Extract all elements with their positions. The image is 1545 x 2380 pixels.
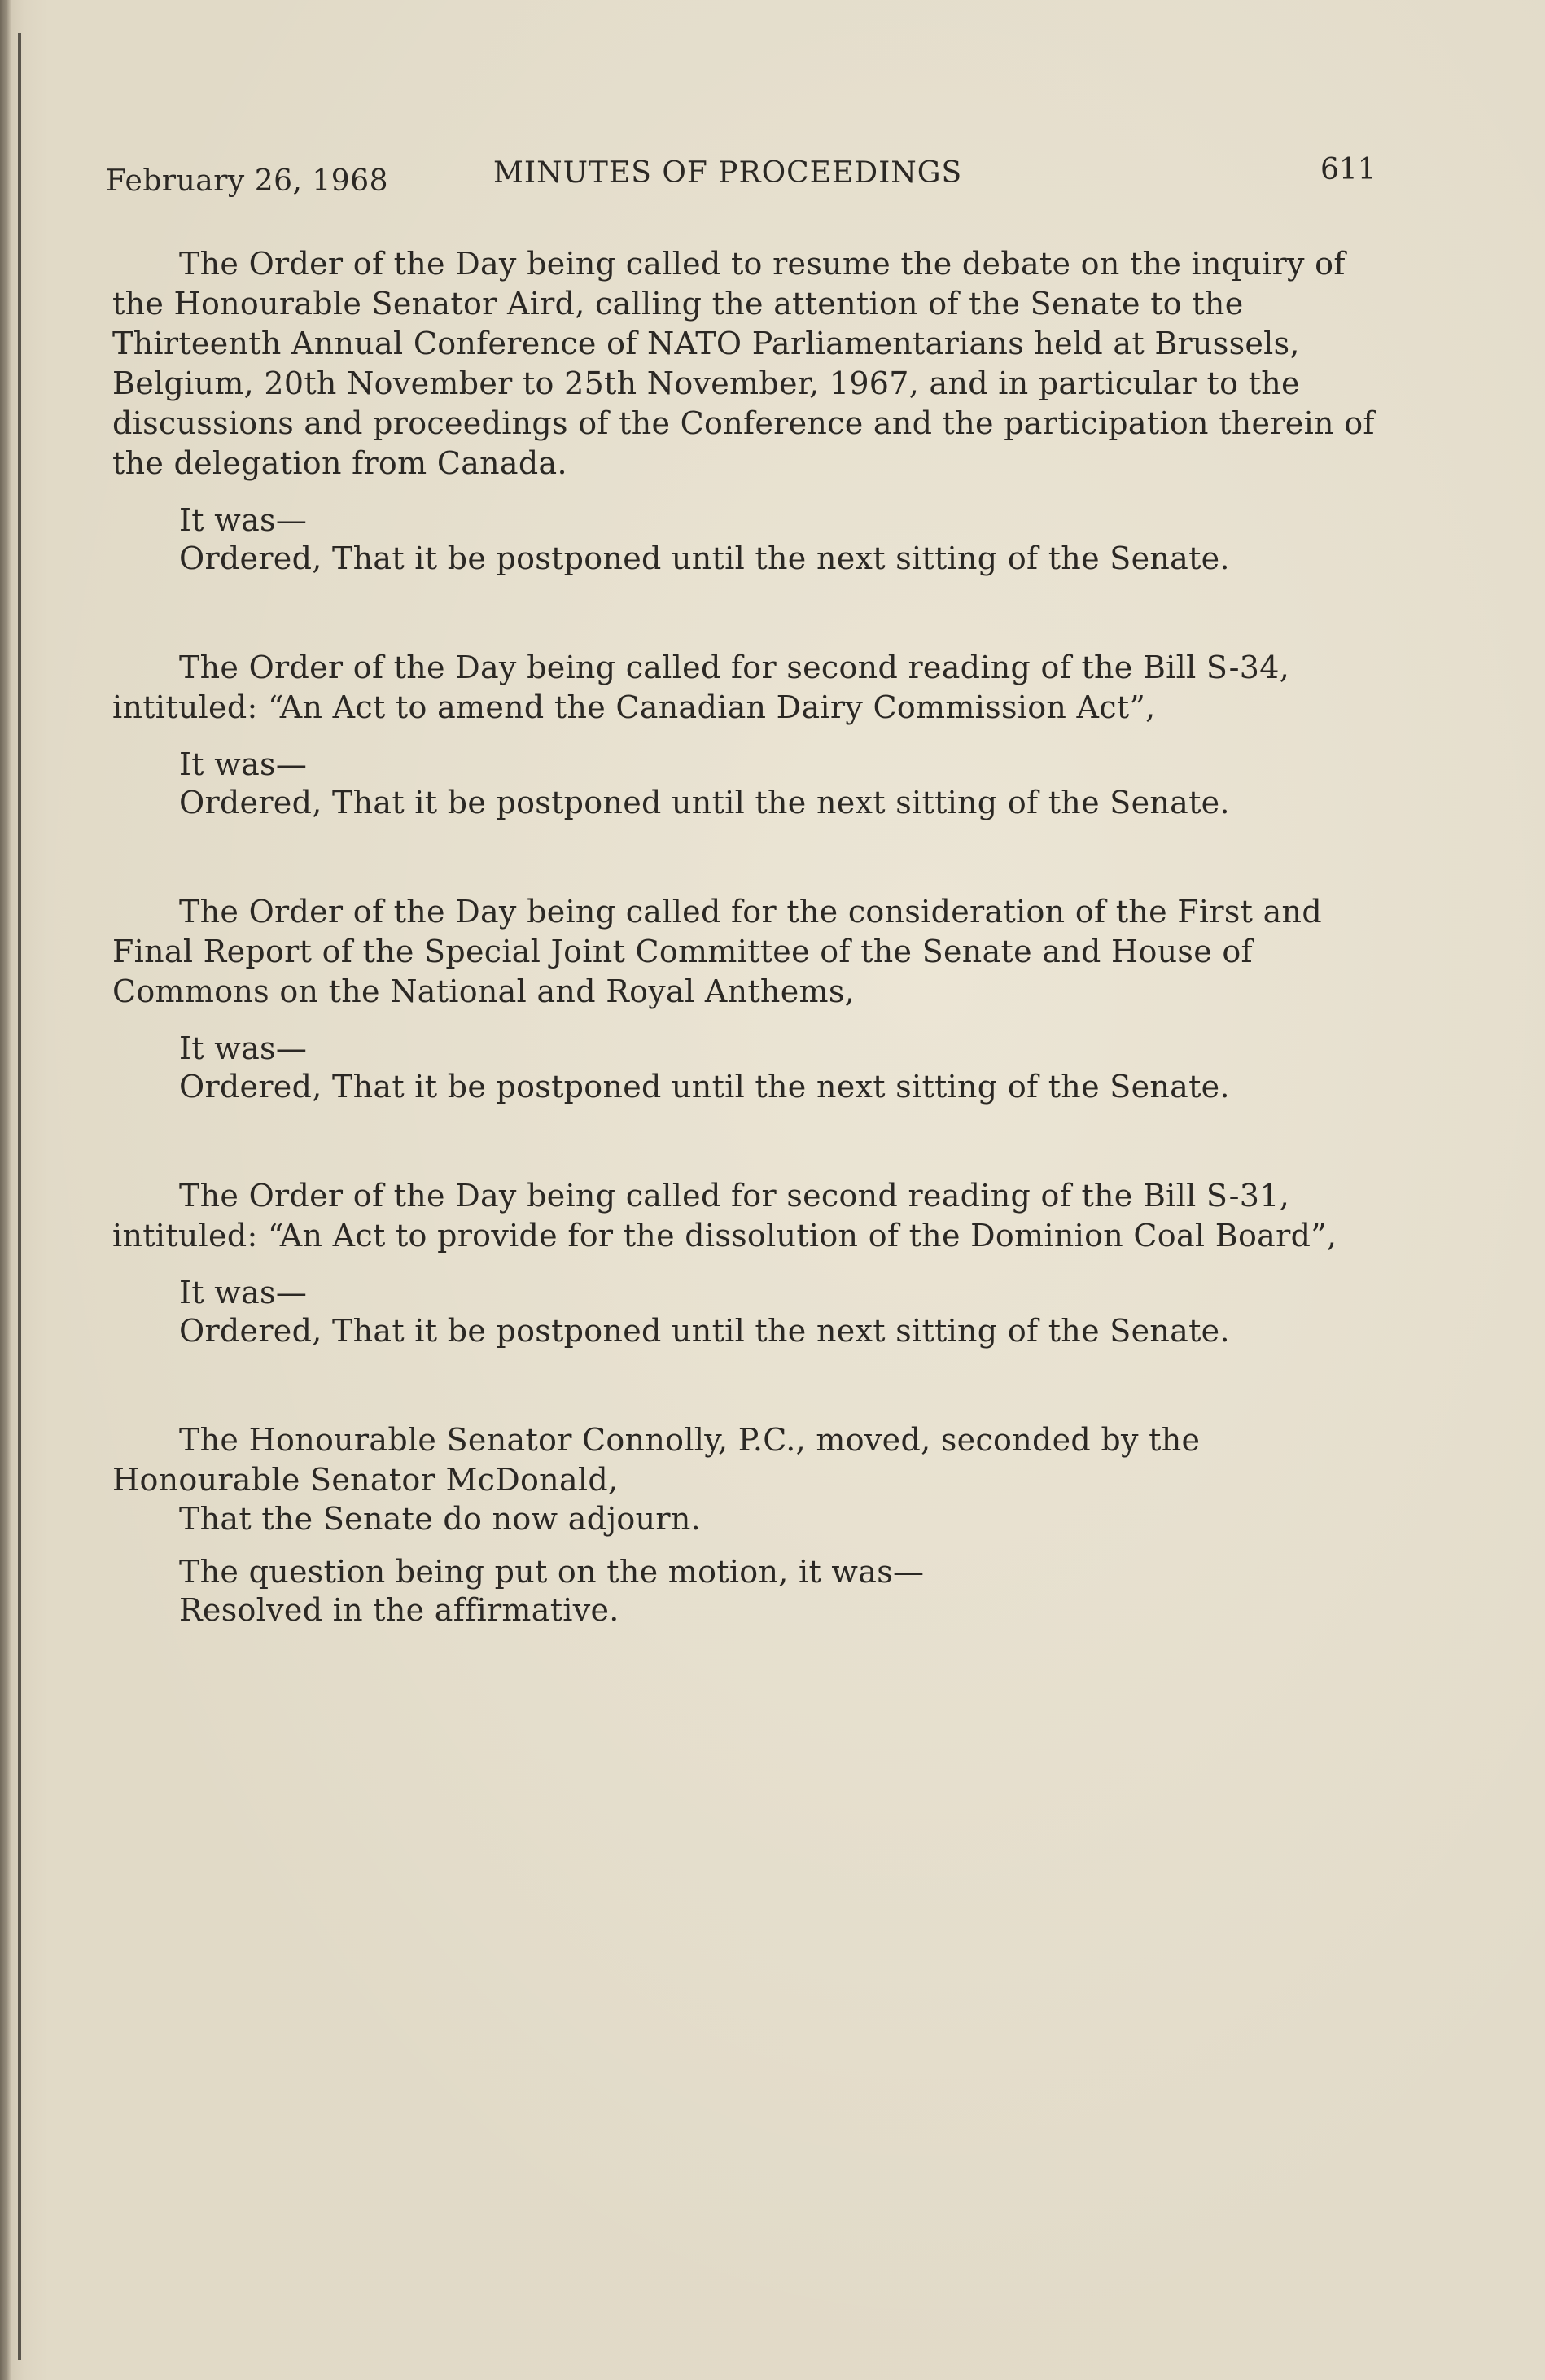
order-of-day-entry <box>112 1176 1382 1350</box>
page-number: 611 <box>1320 153 1376 186</box>
ordered-line: Ordered, That it be postponed until the next sitting of the Senate. <box>179 540 1230 576</box>
entry-text: The Order of the Day being called for the consideration of the First and Final Report of the Special Joint Committee of the Senate and House of Commons on the National and Royal Anthems, <box>112 894 1322 1009</box>
entry-text: The Order of the Day being called for second reading of the Bill S-34, intituled: “An Act to amend the Canadian Dairy Commission Act”, <box>112 650 1290 725</box>
it-was-line: It was— <box>179 1030 308 1066</box>
ordered-line: Ordered, That it be postponed until the next sitting of the Senate. <box>179 785 1230 820</box>
order-of-day-entry <box>112 892 1382 1106</box>
page-header <box>106 153 1376 202</box>
order-of-day-entry <box>112 244 1382 578</box>
it-was-line: It was— <box>179 502 308 538</box>
it-was-line: It was— <box>179 746 308 782</box>
motion-text: The Honourable Senator Connolly, P.C., moved, seconded by the Honourable Senator McDonald, <box>112 1422 1201 1498</box>
it-was-line: It was— <box>179 1275 308 1310</box>
adjournment-entry <box>112 1420 1382 1630</box>
entry-text: The Order of the Day being called to resume the debate on the inquiry of the Honourable Senator Aird, calling the attention of the Senate to the Thirteenth Annual Conference of NATO Parliamentarians held at Brussels, Belgium, 20th November to 25th November, 1967, and in particular to the discussions and proceedings of the Conference and the participation therein of the delegation from Canada. <box>112 246 1375 481</box>
ordered-line: Ordered, That it be postponed until the next sitting of the Senate. <box>179 1313 1230 1349</box>
resolved-line: Resolved in the affirmative. <box>179 1592 619 1628</box>
header-title: MINUTES OF PROCEEDINGS <box>493 156 963 190</box>
adjourn-line: That the Senate do now adjourn. <box>179 1501 701 1537</box>
ordered-line: Ordered, That it be postponed until the next sitting of the Senate. <box>179 1069 1230 1105</box>
order-of-day-entry <box>112 648 1382 822</box>
entry-text: The Order of the Day being called for second reading of the Bill S-31, intituled: “An Act to provide for the dissolution of the Dominion Coal Board”, <box>112 1178 1337 1253</box>
question-line: The question being put on the motion, it was— <box>179 1554 925 1590</box>
header-date: February 26, 1968 <box>106 164 389 198</box>
binding-line <box>18 33 21 2360</box>
minutes-content <box>112 244 1382 1630</box>
page-binding-edge <box>0 0 11 2380</box>
